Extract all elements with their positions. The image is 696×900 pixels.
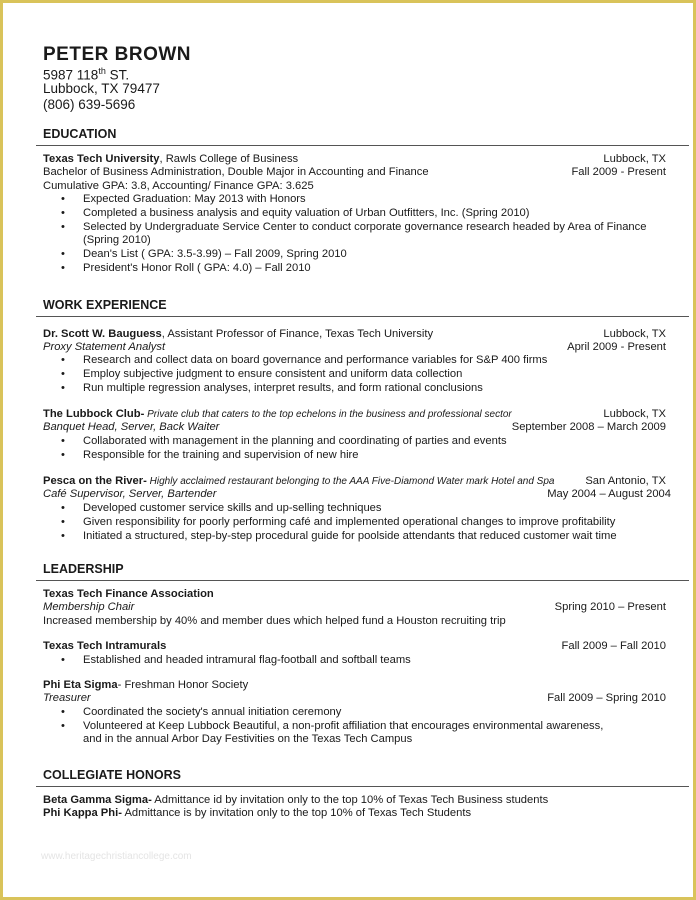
work-divider	[36, 316, 689, 317]
phone-line: (806) 639-5696	[43, 97, 136, 112]
address-rest: ST.	[105, 67, 130, 83]
job-role: Banquet Head, Server, Back Waiter	[43, 421, 220, 433]
honor-item	[43, 807, 471, 819]
education-heading: EDUCATION	[43, 127, 117, 141]
address-number: 5987 118	[43, 67, 99, 83]
job-org-name: Pesca on the River-	[43, 475, 147, 487]
leadership-org	[43, 679, 248, 691]
city-line: Lubbock, TX 79477	[43, 81, 160, 96]
leadership-bullet-continued: and in the annual Arbor Day Festivities on the Texas Tech Campus	[83, 733, 413, 745]
honor-item	[43, 794, 548, 806]
job-role: Café Supervisor, Server, Bartender	[43, 488, 217, 500]
education-bullet: • Completed a business analysis and equity valuation of Urban Outfitters, Inc. (Spring 2010)	[83, 207, 530, 219]
address-sup: th	[98, 66, 106, 76]
leadership-dates: Fall 2009 – Spring 2010	[547, 692, 666, 704]
leadership-bullet: • Established and headed intramural flag-football and softball teams	[83, 654, 411, 666]
education-dates: Fall 2009 - Present	[571, 166, 666, 178]
honor-detail: Admittance id by invitation only to the top 10% of Texas Tech Business students	[151, 794, 549, 806]
education-degree: Bachelor of Business Administration, Double Major in Accounting and Finance	[43, 166, 429, 178]
job-location: San Antonio, TX	[585, 475, 666, 487]
job-bullet: • Given responsibility for poorly performing café and implemented operational changes to improve profitability	[83, 516, 615, 528]
honors-heading: COLLEGIATE HONORS	[43, 768, 181, 782]
job-org	[43, 328, 433, 340]
education-bullet: • Dean's List ( GPA: 3.5-3.99) – Fall 2009, Spring 2010	[83, 248, 347, 260]
leadership-role: Treasurer	[43, 692, 91, 704]
leadership-divider	[36, 580, 689, 581]
leadership-dates: Spring 2010 – Present	[554, 601, 666, 613]
honors-divider	[36, 786, 689, 787]
leadership-heading: LEADERSHIP	[43, 562, 124, 576]
job-org-name: The Lubbock Club-	[43, 408, 145, 420]
leadership-role: Membership Chair	[43, 601, 135, 613]
job-dates: April 2009 - Present	[567, 341, 666, 353]
honor-name: Beta Gamma Sigma-	[43, 794, 152, 806]
job-location: Lubbock, TX	[603, 408, 666, 420]
job-org	[43, 408, 512, 420]
school-name: Texas Tech University	[43, 153, 160, 165]
job-bullet: • Developed customer service skills and up-selling techniques	[83, 502, 382, 514]
school-college: , Rawls College of Business	[159, 153, 299, 165]
job-bullet: • Employ subjective judgment to ensure consistent and uniform data collection	[83, 368, 462, 380]
honor-name: Phi Kappa Phi-	[43, 807, 122, 819]
job-bullet: • Run multiple regression analyses, interpret results, and form rational conclusions	[83, 382, 483, 394]
education-bullet: • President's Honor Roll ( GPA: 4.0) – Fall 2010	[83, 262, 311, 274]
work-heading: WORK EXPERIENCE	[43, 298, 167, 312]
education-bullet: • Expected Graduation: May 2013 with Honors	[83, 193, 306, 205]
leadership-org: Texas Tech Intramurals	[43, 640, 167, 652]
resume-name: PETER BROWN	[43, 44, 191, 65]
education-bullet: • Selected by Undergraduate Service Center to conduct corporate governance research headed by Area of Finance	[83, 221, 646, 233]
job-role: Proxy Statement Analyst	[43, 341, 166, 353]
job-dates: May 2004 – August 2004	[547, 488, 671, 500]
job-org	[43, 475, 554, 487]
job-bullet: • Collaborated with management in the planning and coordinating of parties and events	[83, 435, 507, 447]
job-org-detail: Private club that caters to the top echelons in the business and professional sector	[144, 409, 512, 420]
education-bullet-continued: (Spring 2010)	[83, 234, 151, 246]
job-bullet: • Responsible for the training and supervision of new hire	[83, 449, 359, 461]
leadership-org: Texas Tech Finance Association	[43, 588, 214, 600]
leadership-org-name: Phi Eta Sigma	[43, 679, 118, 691]
education-divider	[36, 145, 689, 146]
job-org-name: Dr. Scott W. Bauguess	[43, 328, 162, 340]
leadership-org-detail: - Freshman Honor Society	[117, 679, 249, 691]
education-school	[43, 153, 298, 165]
honor-detail: Admittance is by invitation only to the top 10% of Texas Tech Students	[121, 807, 472, 819]
watermark: www.heritagechristiancollege.com	[41, 851, 192, 862]
education-location: Lubbock, TX	[603, 153, 666, 165]
leadership-bullet: • Volunteered at Keep Lubbock Beautiful, a non-profit affiliation that encourages environmental awareness,	[83, 720, 603, 732]
leadership-bullet: • Coordinated the society's annual initiation ceremony	[83, 706, 341, 718]
job-org-detail: Highly acclaimed restaurant belonging to the AAA Five-Diamond Water mark Hotel and Spa	[146, 476, 555, 487]
job-location: Lubbock, TX	[603, 328, 666, 340]
leadership-dates: Fall 2009 – Fall 2010	[561, 640, 666, 652]
leadership-text: Increased membership by 40% and member dues which helped fund a Houston recruiting trip	[43, 615, 506, 627]
job-bullet: • Research and collect data on board governance and performance variables for S&P 400 firms	[83, 354, 547, 366]
job-dates: September 2008 – March 2009	[511, 421, 666, 433]
education-gpa: Cumulative GPA: 3.8, Accounting/ Finance GPA: 3.625	[43, 180, 314, 192]
job-org-detail: , Assistant Professor of Finance, Texas Tech University	[161, 328, 434, 340]
job-bullet: • Initiated a structured, step-by-step procedural guide for poolside attendants that reduced customer wait time	[83, 530, 617, 542]
